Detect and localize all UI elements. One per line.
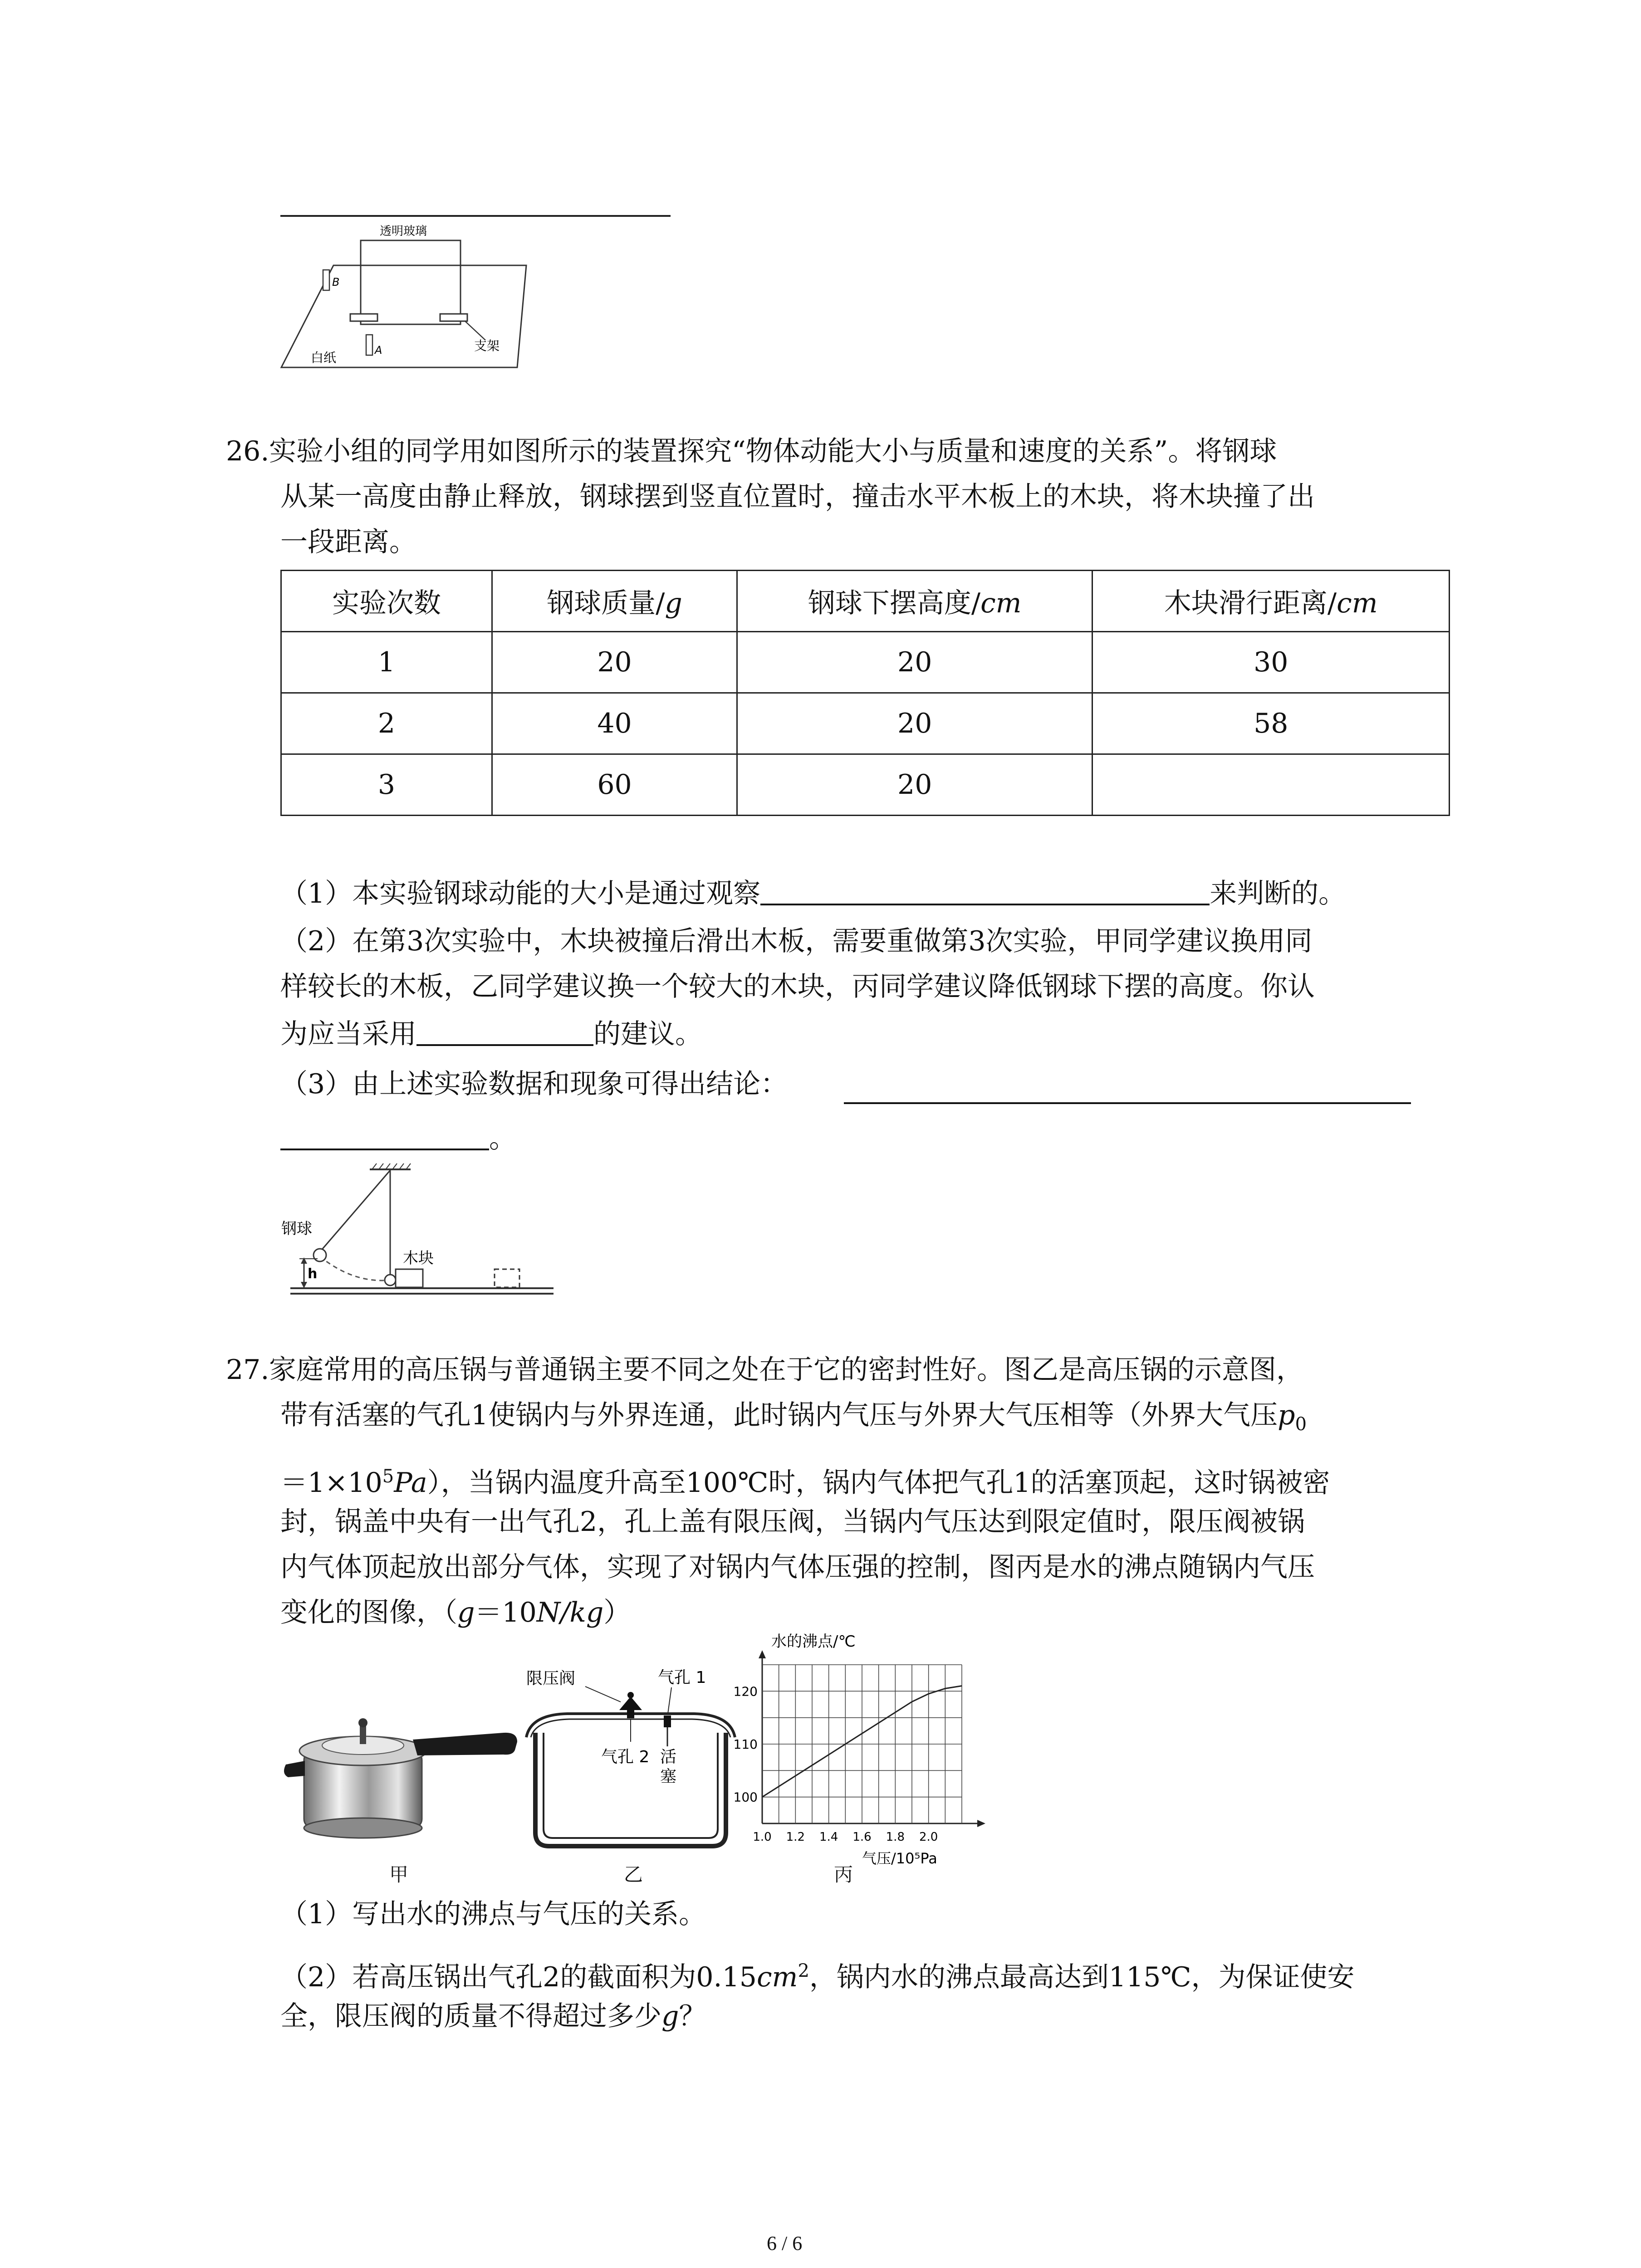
mirror-experiment-figure [272,218,554,381]
q27-sub2-line2: 全，限压阀的质量不得超过多少g？ [280,2000,706,2032]
q26-sub2-line2: 样较长的木板，乙同学建议换一个较大的木块，丙同学建议降低钢球下摆的高度。你认 [280,971,1315,1002]
h-label: h [308,1266,318,1282]
answer-blank-3a[interactable] [844,1102,1411,1104]
fig-label-yi: 乙 [624,1863,643,1886]
cooker-schematic [522,1660,740,1851]
q26-sub3: （3）由上述实验数据和现象可得出结论： [280,1068,788,1100]
table-row: 1 20 20 30 [281,632,1450,693]
answer-blank-2[interactable] [416,1017,593,1046]
q26-number: 26. [226,435,269,467]
x-tick-label: 1.2 [786,1830,805,1844]
valve-label: 限压阀 [526,1669,576,1688]
q27-line-6: 变化的图像，（g＝10N/kg） [280,1597,631,1628]
stand-label: 支架 [474,338,500,353]
q26-sub2-line1: （2）在第3次实验中，木块被撞后滑出木板，需要重做第3次实验，甲同学建议换用同 [280,925,1313,957]
header-height: 钢球下摆高度/cm [737,571,1092,632]
fig-label-bing: 丙 [834,1863,853,1886]
header-mass: 钢球质量/g [492,571,737,632]
answer-blank-1[interactable] [760,876,1210,905]
q26-line-3: 一段距离。 [280,526,416,558]
q27-sub2-line1: （2）若高压锅出气孔2的截面积为$0.15cm^2$，锅内水的沸点最高达到115℃，为保证使安 [280,1960,1355,1993]
experiment-table [280,570,1450,816]
x-tick-label: 1.6 [852,1830,872,1844]
q26-line-2: 从某一高度由静止释放，钢球摆到竖直位置时，撞击水平木板上的木块，将木块撞了出 [280,481,1315,513]
piston-label-1: 活 [660,1748,677,1766]
x-tick-label: 1.0 [753,1830,772,1844]
q27-line-3: $=1\times 10^5Pa$），当锅内温度升高至100℃时，锅内气体把气孔1的活塞顶起，这时锅被密 [280,1466,1330,1499]
chart-ylabel: 水的沸点/℃ [771,1633,856,1651]
glass-label: 透明玻璃 [380,225,427,238]
q27-line-2: 带有活塞的气孔1使锅内与外界连通，此时锅内气压与外界大气压相等（外界大气压$p_0$ [280,1399,1307,1435]
hole2-label: 气孔 2 [601,1748,650,1766]
q26-sub2-line3: 为应当采用 的建议。 [280,1016,702,1052]
pressure-cooker-photo [277,1696,531,1869]
q27-line-4: 封，锅盖中央有一出气孔2，孔上盖有限压阀，当锅内气压达到限定值时，限压阀被锅 [280,1506,1305,1538]
y-tick-label: 100 [733,1789,758,1805]
chart-xlabel: 气压/10⁵Pa [862,1850,937,1867]
q27-number: 27. [226,1354,269,1386]
page-number: 6 / 6 [767,2232,803,2254]
q27-line-1: 27.家庭常用的高压锅与普通锅主要不同之处在于它的密封性好。图乙是高压锅的示意图， [226,1352,1303,1388]
block-label: 木块 [403,1249,434,1267]
y-tick-label: 110 [733,1737,758,1752]
header-distance: 木块滑行距离/cm [1092,571,1450,632]
hole1-label: 气孔 1 [658,1668,706,1687]
q26-sub3-cont: 。 [280,1120,516,1157]
table-row: 3 60 20 [281,754,1450,816]
table-row: 2 40 20 58 [281,693,1450,754]
paper-label: 白纸 [311,350,337,365]
fig-label-jia: 甲 [389,1863,409,1886]
candle-b-label: B [332,276,340,288]
q27-sub1: （1）写出水的沸点与气压的关系。 [280,1898,706,1930]
q26-line-1: 26.实验小组的同学用如图所示的装置探究“物体动能大小与质量和速度的关系”。将钢球 [226,433,1277,469]
x-tick-label: 2.0 [919,1830,938,1844]
y-tick-label: 120 [733,1684,758,1699]
header-trial: 实验次数 [281,571,492,632]
ball-label: 钢球 [281,1220,312,1238]
pendulum-figure [281,1161,572,1311]
table-header-row [281,571,1450,632]
q27-line-5: 内气体顶起放出部分气体，实现了对锅内气体压强的控制，图丙是水的沸点随锅内气压 [280,1551,1315,1583]
piston-label-2: 塞 [660,1767,677,1786]
answer-line-top [280,215,671,217]
x-tick-label: 1.8 [886,1830,905,1844]
boiling-point-chart [726,1633,1007,1869]
candle-a-label: A [375,344,382,357]
answer-blank-3b[interactable] [280,1121,489,1150]
x-tick-label: 1.4 [819,1830,838,1844]
q26-sub1: （1）本实验钢球动能的大小是通过观察 来判断的。 [280,875,1346,912]
